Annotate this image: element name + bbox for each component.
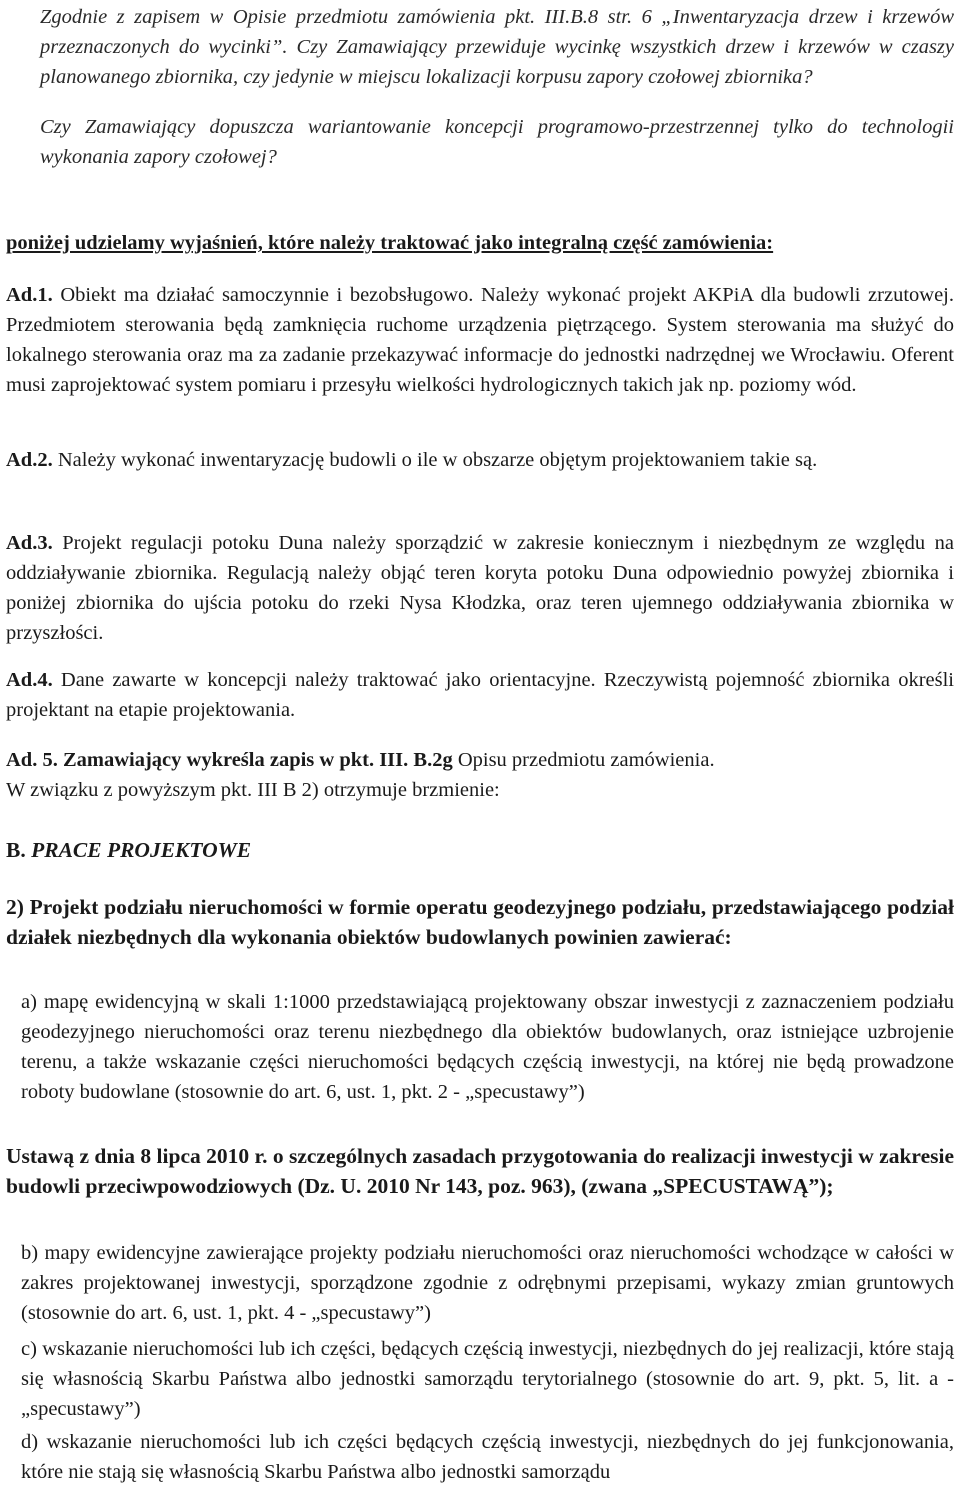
item-text: wskazanie nieruchomości lub ich części będących częścią inwestycji, niezbędnych do jej funkcjonowania, które nie stają się własnością Skarbu Państwa albo jednostki samorządu bbox=[21, 1431, 954, 1483]
answer-1 bbox=[6, 280, 954, 400]
item-c bbox=[6, 1334, 954, 1424]
answer-label: Ad.4. bbox=[6, 669, 53, 691]
section-title bbox=[6, 835, 954, 865]
answer-text: Obiekt ma działać samoczynnie i bezobsługowo. Należy wykonać projekt AKPiA dla budowli zrzutowej. Przedmiotem sterowania będą zamknięcia ruchome urządzenia piętrzącego. System sterowania ma służyć do lokalnego sterowania oraz ma za zadanie przekazywać informacje do jednostki nadrzędnej we Wrocławiu. Oferent musi zaprojektować system pomiaru i przesyłu wielkości hydrologicznych takich jak np. poziomy wód. bbox=[6, 284, 955, 396]
section-title-text: PRACE PROJEKTOWE bbox=[31, 838, 252, 862]
item-b bbox=[6, 1238, 954, 1328]
answer-label: Ad.3. bbox=[6, 532, 53, 554]
item-d bbox=[6, 1427, 954, 1487]
answer-label: Ad.1. bbox=[6, 284, 53, 306]
section-letter: B. bbox=[6, 838, 26, 862]
answer-line-2: W związku z powyższym pkt. III B 2) otrzymuje brzmienie: bbox=[6, 779, 500, 801]
item-label: a) bbox=[21, 991, 37, 1013]
question-6 bbox=[6, 2, 954, 92]
answer-label: Ad. 5. bbox=[6, 749, 58, 771]
answer-4 bbox=[6, 665, 954, 725]
question-text: Czy Zamawiający dopuszcza wariantowanie koncepcji programowo-przestrzennej tylko do technologii wykonania zapory czołowej? bbox=[40, 116, 954, 168]
answer-text: Należy wykonać inwentaryzację budowli o ile w obszarze objętym projektowaniem takie są. bbox=[57, 449, 818, 471]
item-text: wskazanie nieruchomości lub ich części, będących częścią inwestycji, niezbędnych do jej realizacji, które stają się własnością Skarbu Państwa albo jednostki samorządu terytorialnego (stosownie do art. 9, pkt. 5, lit. a - „specustawy”) bbox=[21, 1338, 954, 1420]
answer-2 bbox=[6, 445, 954, 475]
answer-label: Ad.2. bbox=[6, 449, 53, 471]
answers-heading: poniżej udzielamy wyjaśnień, które należy traktować jako integralną część zamówienia: bbox=[6, 232, 774, 254]
answer-text: Opisu przedmiotu zamówienia. bbox=[457, 749, 715, 771]
item-text: mapy ewidencyjne zawierające projekty podziału nieruchomości oraz nieruchomości wchodzące w całości w zakres projektowanej inwestycji, sporządzone zgodnie z odrębnymi przepisami, wykazy zmian gruntowych (stosownie do art. 6, ust. 1, pkt. 4 - „specustawy”) bbox=[21, 1242, 955, 1324]
point-2: 2) Projekt podziału nieruchomości w formie operatu geodezyjnego podziału, przedstawiającego podział działek niezbędnych dla wykonania obiektów budowlanych powinien zawierać: bbox=[6, 895, 954, 949]
item-a bbox=[6, 987, 954, 1107]
question-text: Zgodnie z zapisem w Opisie przedmiotu zamówienia pkt. III.B.8 str. 6 „Inwentaryzacja drzew i krzewów przeznaczonych do wycinki”. Czy Zamawiający przewiduje wycinkę wszystkich drzew i krzewów w czaszy planowanego zbiornika, czy jedynie w miejscu lokalizacji korpusu zapory czołowej zbiornika? bbox=[40, 6, 954, 88]
ustawa-reference: Ustawą z dnia 8 lipca 2010 r. o szczególnych zasadach przygotowania do realizacji inwestycji w zakresie budowli przeciwpowodziowych (Dz. U. 2010 Nr 143, poz. 963), (zwana „SPECUSTAWĄ”); bbox=[6, 1144, 954, 1198]
item-text: mapę ewidencyjną w skali 1:1000 przedstawiającą projektowany obszar inwestycji z zaznaczeniem podziału geodezyjnego nieruchomości oraz terenu niezbędnego dla obiektów budowlanych, oraz istniejące uzbrojenie terenu, a także wskazanie części nieruchomości będących częścią inwestycji, na której nie będą prowadzone roboty budowlane (stosownie do art. 6, ust. 1, pkt. 2 - „specustawy”) bbox=[21, 991, 954, 1103]
answer-5 bbox=[6, 745, 954, 805]
answer-3 bbox=[6, 528, 954, 648]
item-label: b) bbox=[21, 1242, 39, 1264]
question-number bbox=[6, 2, 40, 32]
item-label: c) bbox=[21, 1338, 37, 1360]
item-label: d) bbox=[21, 1431, 39, 1453]
question-7 bbox=[6, 112, 954, 172]
answer-bold-text: Zamawiający wykreśla zapis w pkt. III. B.2g bbox=[62, 749, 453, 771]
answer-text: Dane zawarte w koncepcji należy traktować jako orientacyjne. Rzeczywistą pojemność zbiornika określi projektant na etapie projektowania. bbox=[6, 669, 955, 721]
answer-text: Projekt regulacji potoku Duna należy sporządzić w zakresie koniecznym i niezbędnym ze względu na oddziaływanie zbiornika. Regulacją należy objąć teren koryta potoku Duna odpowiednio powyżej zbiornika i poniżej zbiornika do ujścia potoku do rzeki Nysa Kłodzka, oraz teren ujemnego oddziaływania zbiornika w przyszłości. bbox=[6, 532, 955, 644]
question-number bbox=[6, 112, 40, 142]
